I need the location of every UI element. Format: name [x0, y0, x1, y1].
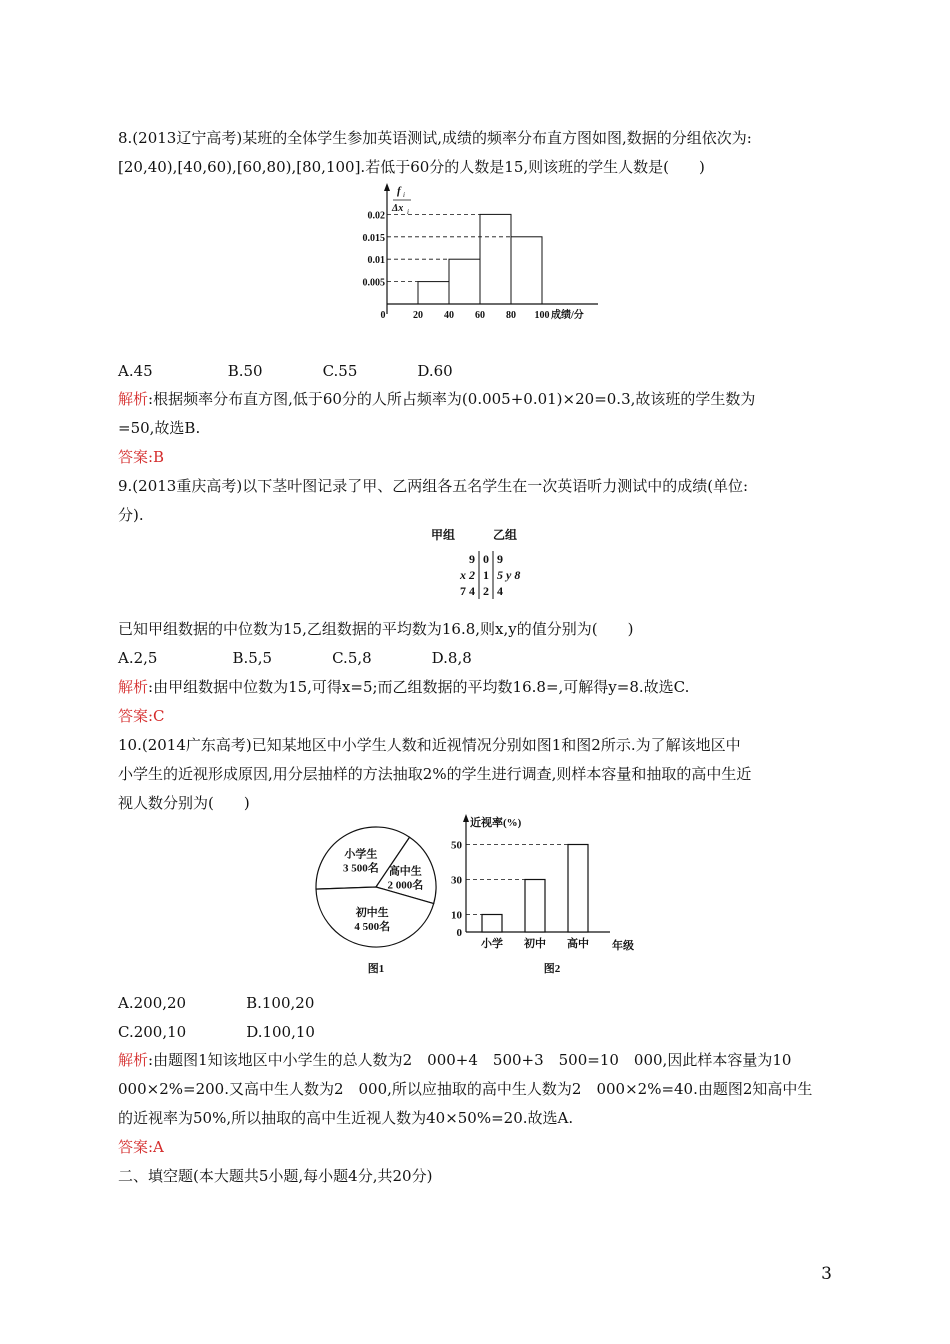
q9-analysis	[118, 677, 689, 697]
histogram-bar	[449, 259, 480, 304]
x-tick-label: 0	[380, 310, 386, 321]
page-number: 3	[821, 1264, 832, 1284]
q10-options-row2: C.200,10 D.100,10	[118, 1023, 315, 1041]
q8-options: A.45 B.50 C.55 D.60	[118, 362, 453, 380]
pie-slice-name: 初中生	[355, 906, 389, 919]
q9-stem-line3: 已知甲组数据的中位数为15,乙组数据的平均数为16.8,则x,y的值分别为( )	[118, 620, 634, 638]
y-axis-label: 近视率(%)	[470, 817, 522, 829]
stem-leaf-right-2: 4	[497, 584, 503, 598]
analysis-label: 解析	[118, 390, 149, 408]
q9-answer: 答案:C	[118, 707, 165, 725]
pie-slice-name: 小学生	[344, 848, 378, 861]
q10-stem-line3: 视人数分别为( )	[118, 794, 250, 812]
stem-1: 1	[483, 568, 489, 582]
q9-stem-leaf-plot	[425, 525, 535, 607]
q8-answer: 答案:B	[118, 448, 165, 466]
q10-analysis-cont1: 000×2%=200.又高中生人数为2 000,所以应抽取的高中生人数为2 000×2%=40.由题图2知高中生	[118, 1080, 813, 1098]
stem-leaf-left-1: x 2	[460, 568, 475, 582]
x-tick-label: 小学	[481, 938, 503, 950]
stem-0: 0	[483, 552, 489, 566]
pie-slice-value: 2 000名	[387, 879, 424, 892]
analysis-label: 解析	[118, 1051, 149, 1069]
x-tick-label: 高中	[567, 938, 589, 950]
x-tick-label: 60	[475, 310, 485, 321]
q8-stem-line1: 8.(2013辽宁高考)某班的全体学生参加英语测试,成绩的频率分布直方图如图,数据的分组依次为:	[118, 129, 752, 147]
analysis-text: :由题图1知该地区中小学生的总人数为2 000+4 500+3 500=10 000,因此样本容量为10	[148, 1051, 792, 1069]
q9-options: A.2,5 B.5,5 C.5,8 D.8,8	[118, 649, 472, 667]
x-tick-label: 初中	[524, 938, 546, 950]
x-tick-label: 40	[444, 310, 454, 321]
x-tick-label: 20	[413, 310, 423, 321]
q8-analysis-cont: =50,故选B.	[118, 419, 201, 437]
q10-answer: 答案:A	[118, 1138, 164, 1156]
analysis-label: 解析	[118, 678, 149, 696]
q10-figure-2-bar	[440, 812, 650, 981]
analysis-text: :根据频率分布直方图,低于60分的人所占频率为(0.005+0.01)×20=0.3,故该班的学生数为	[148, 390, 756, 408]
pie-slice-value: 4 500名	[354, 920, 391, 933]
bar	[525, 880, 545, 933]
y-label-bottom-sub: i	[407, 208, 409, 216]
q10-stem-line1: 10.(2014广东高考)已知某地区中小学生人数和近视情况分别如图1和图2所示.为了解该地区中	[118, 736, 741, 754]
histogram-bar	[480, 214, 511, 304]
y-tick-label: 0.01	[367, 255, 385, 267]
y-tick-label: 0.02	[367, 210, 385, 222]
y-label-top: f	[397, 185, 401, 197]
q9-stem-line2: 分).	[118, 506, 144, 524]
q8-stem-line2: [20,40),[40,60),[60,80),[80,100].若低于60分的人数是15,则该班的学生人数是( )	[118, 158, 705, 176]
x-tick-label: 80	[506, 310, 516, 321]
figure-caption: 图2	[543, 963, 561, 975]
bar	[482, 915, 502, 933]
q8-analysis	[118, 389, 755, 409]
y-label-top-sub: i	[403, 191, 405, 199]
section-heading-fill-blank: 二、填空题(本大题共5小题,每小题4分,共20分)	[118, 1167, 433, 1185]
y-axis-arrow	[463, 814, 469, 822]
q10-analysis-cont2: 的近视率为50%,所以抽取的高中生近视人数为40×50%=20.故选A.	[118, 1109, 574, 1127]
q10-options-row1: A.200,20 B.100,20	[118, 994, 315, 1012]
q10-figure-1-pie	[308, 812, 443, 981]
stem-leaf-header-left: 甲组	[431, 528, 456, 542]
q9-stem-line1: 9.(2013重庆高考)以下茎叶图记录了甲、乙两组各五名学生在一次英语听力测试中的成绩(单位:	[118, 477, 749, 495]
y-tick-label: 10	[451, 909, 462, 922]
y-label-bottom: Δx	[392, 203, 404, 214]
x-tick-label: 100	[534, 310, 550, 321]
x-axis-label: 年级	[612, 940, 634, 952]
y-tick-label: 50	[451, 839, 462, 852]
q10-stem-line2: 小学生的近视形成原因,用分层抽样的方法抽取2%的学生进行调查,则样本容量和抽取的高中生近	[118, 765, 752, 783]
stem-leaf-left-0: 9	[469, 552, 475, 566]
y-tick-label: 30	[451, 874, 462, 887]
pie-slice-name: 高中生	[388, 865, 422, 878]
stem-leaf-header-right: 乙组	[493, 528, 518, 542]
x-axis-label: 成绩/分	[551, 310, 584, 321]
figure-caption: 图1	[367, 963, 385, 975]
stem-leaf-right-0: 9	[497, 552, 503, 566]
bar	[568, 845, 588, 933]
y-tick-label: 0	[456, 927, 462, 939]
q10-analysis	[118, 1050, 791, 1070]
y-tick-label: 0.015	[362, 232, 385, 244]
stem-leaf-left-2: 7 4	[460, 584, 475, 598]
stem-leaf-right-1: 5 y 8	[497, 568, 521, 582]
histogram-bar	[418, 282, 449, 304]
y-axis-arrow	[384, 183, 390, 191]
pie-slice-value: 3 500名	[342, 862, 379, 875]
analysis-text: :由甲组数据中位数为15,可得x=5;而乙组数据的平均数16.8=,可解得y=8.故选C.	[148, 678, 690, 696]
stem-2: 2	[483, 584, 489, 598]
histogram-bar	[511, 237, 542, 304]
q8-histogram	[350, 180, 620, 334]
y-tick-label: 0.005	[362, 277, 385, 289]
